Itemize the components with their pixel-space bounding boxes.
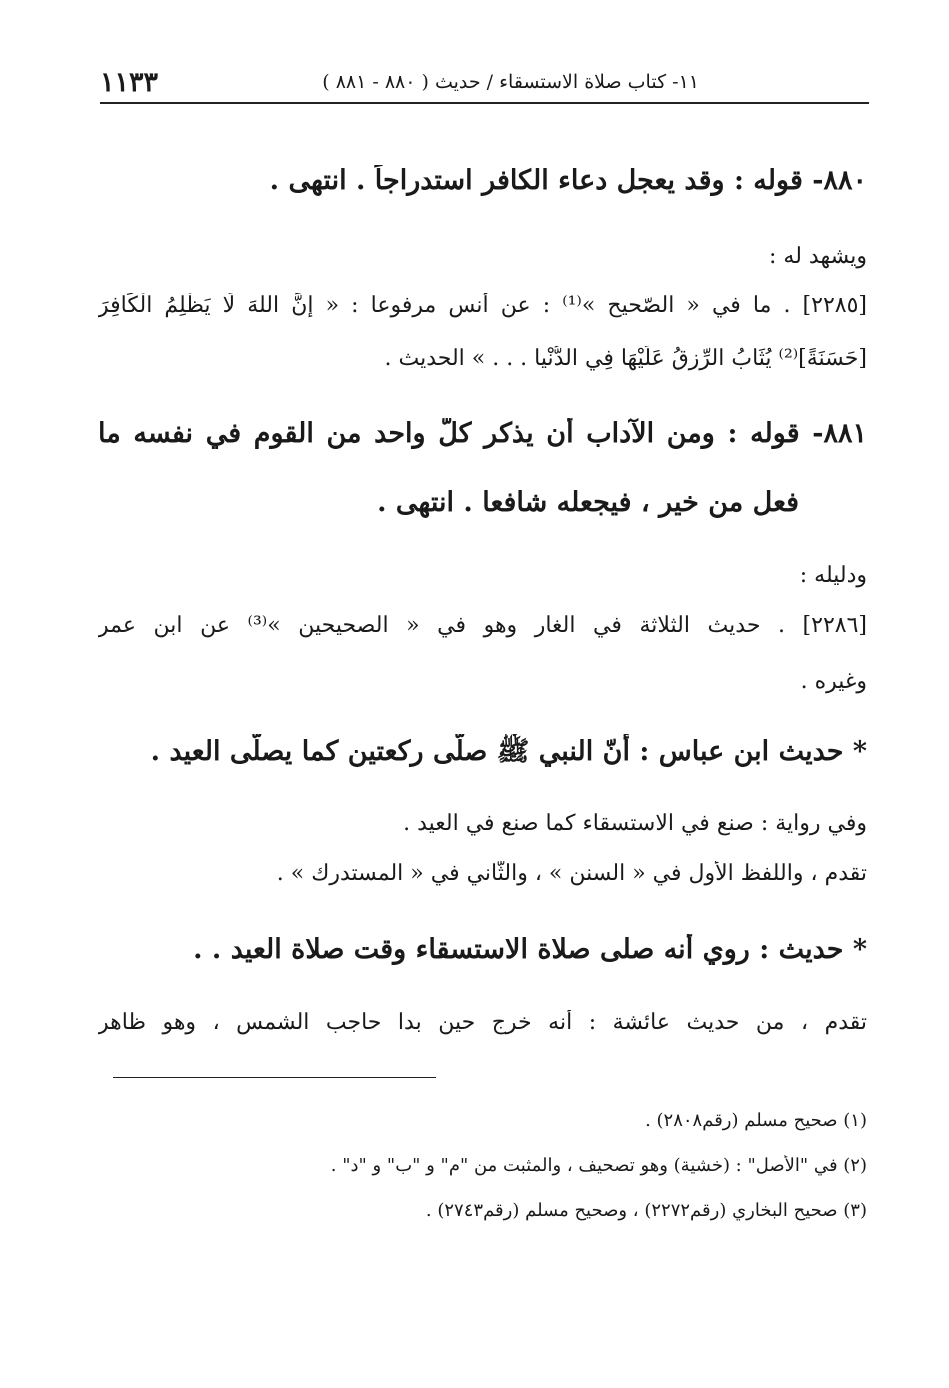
body-line: [٢٢٨٦] . حديث الثلاثة في الغار وهو في « الصحيحين »⁽³⁾ عن ابن عمر — [98, 613, 867, 638]
body-line: تقدم ، واللفظ الأول في « السنن » ، والثّاني في « المستدرك » . — [276, 861, 867, 886]
footnote-divider — [113, 1077, 436, 1078]
footnote-3: (٣) صحيح البخاري (رقم٢٢٧٢) ، وصحيح مسلم (رقم٢٧٤٣) . — [425, 1200, 867, 1221]
page-header — [100, 62, 869, 104]
heading-hadith-eid-time: * حديث : روي أنه صلى صلاة الاستسقاء وقت صلاة العيد . . — [193, 934, 867, 965]
heading-880: ٨٨٠- قوله : وقد يعجل دعاء الكافر استدراجاً . انتهى . — [269, 165, 867, 196]
body-line: [حَسَنَةً]⁽²⁾ يُثَابُ الرِّزقُ عَلَيْهَا فِي الدُّنْيا . . . » الحديث . — [384, 346, 867, 371]
body-line: ويشهد له : — [769, 244, 867, 269]
body-line: ودليله : — [799, 563, 867, 588]
footnote-1: (١) صحيح مسلم (رقم٢٨٠٨) . — [645, 1110, 867, 1131]
running-title: ١١- كتاب صلاة الاستسقاء / حديث ( ٨٨٠ - ٨٨١ ) — [322, 71, 699, 93]
heading-881-continued: فعل من خير ، فيجعله شافعا . انتهى . — [377, 487, 799, 518]
heading-hadith-ibn-abbas: * حديث ابن عباس : أنّ النبي ﷺ صلّى ركعتين كما يصلّى العيد . — [150, 736, 867, 767]
footnote-2: (٢) في "الأصل" : (خشية) وهو تصحيف ، والمثبت من "م" و "ب" و "د" . — [330, 1155, 867, 1176]
body-line: وفي رواية : صنع في الاستسقاء كما صنع في العيد . — [403, 811, 867, 836]
heading-881: ٨٨١- قوله : ومن الآداب أن يذكر كلّ واحد من القوم في نفسه ما — [98, 418, 867, 449]
body-line: وغيره . — [800, 669, 867, 694]
page-number: ١١٣٣ — [100, 66, 159, 98]
body-line: تقدم ، من حديث عائشة : أنه خرج حين بدا حاجب الشمس ، وهو ظاهر — [98, 1010, 867, 1035]
body-line: [٢٢٨٥] . ما في « الصّحيح »⁽¹⁾ : عن أنس مرفوعا : « إنَّ اللهَ لَا يَظْلِمُ الْكَافِرَ — [98, 293, 867, 318]
